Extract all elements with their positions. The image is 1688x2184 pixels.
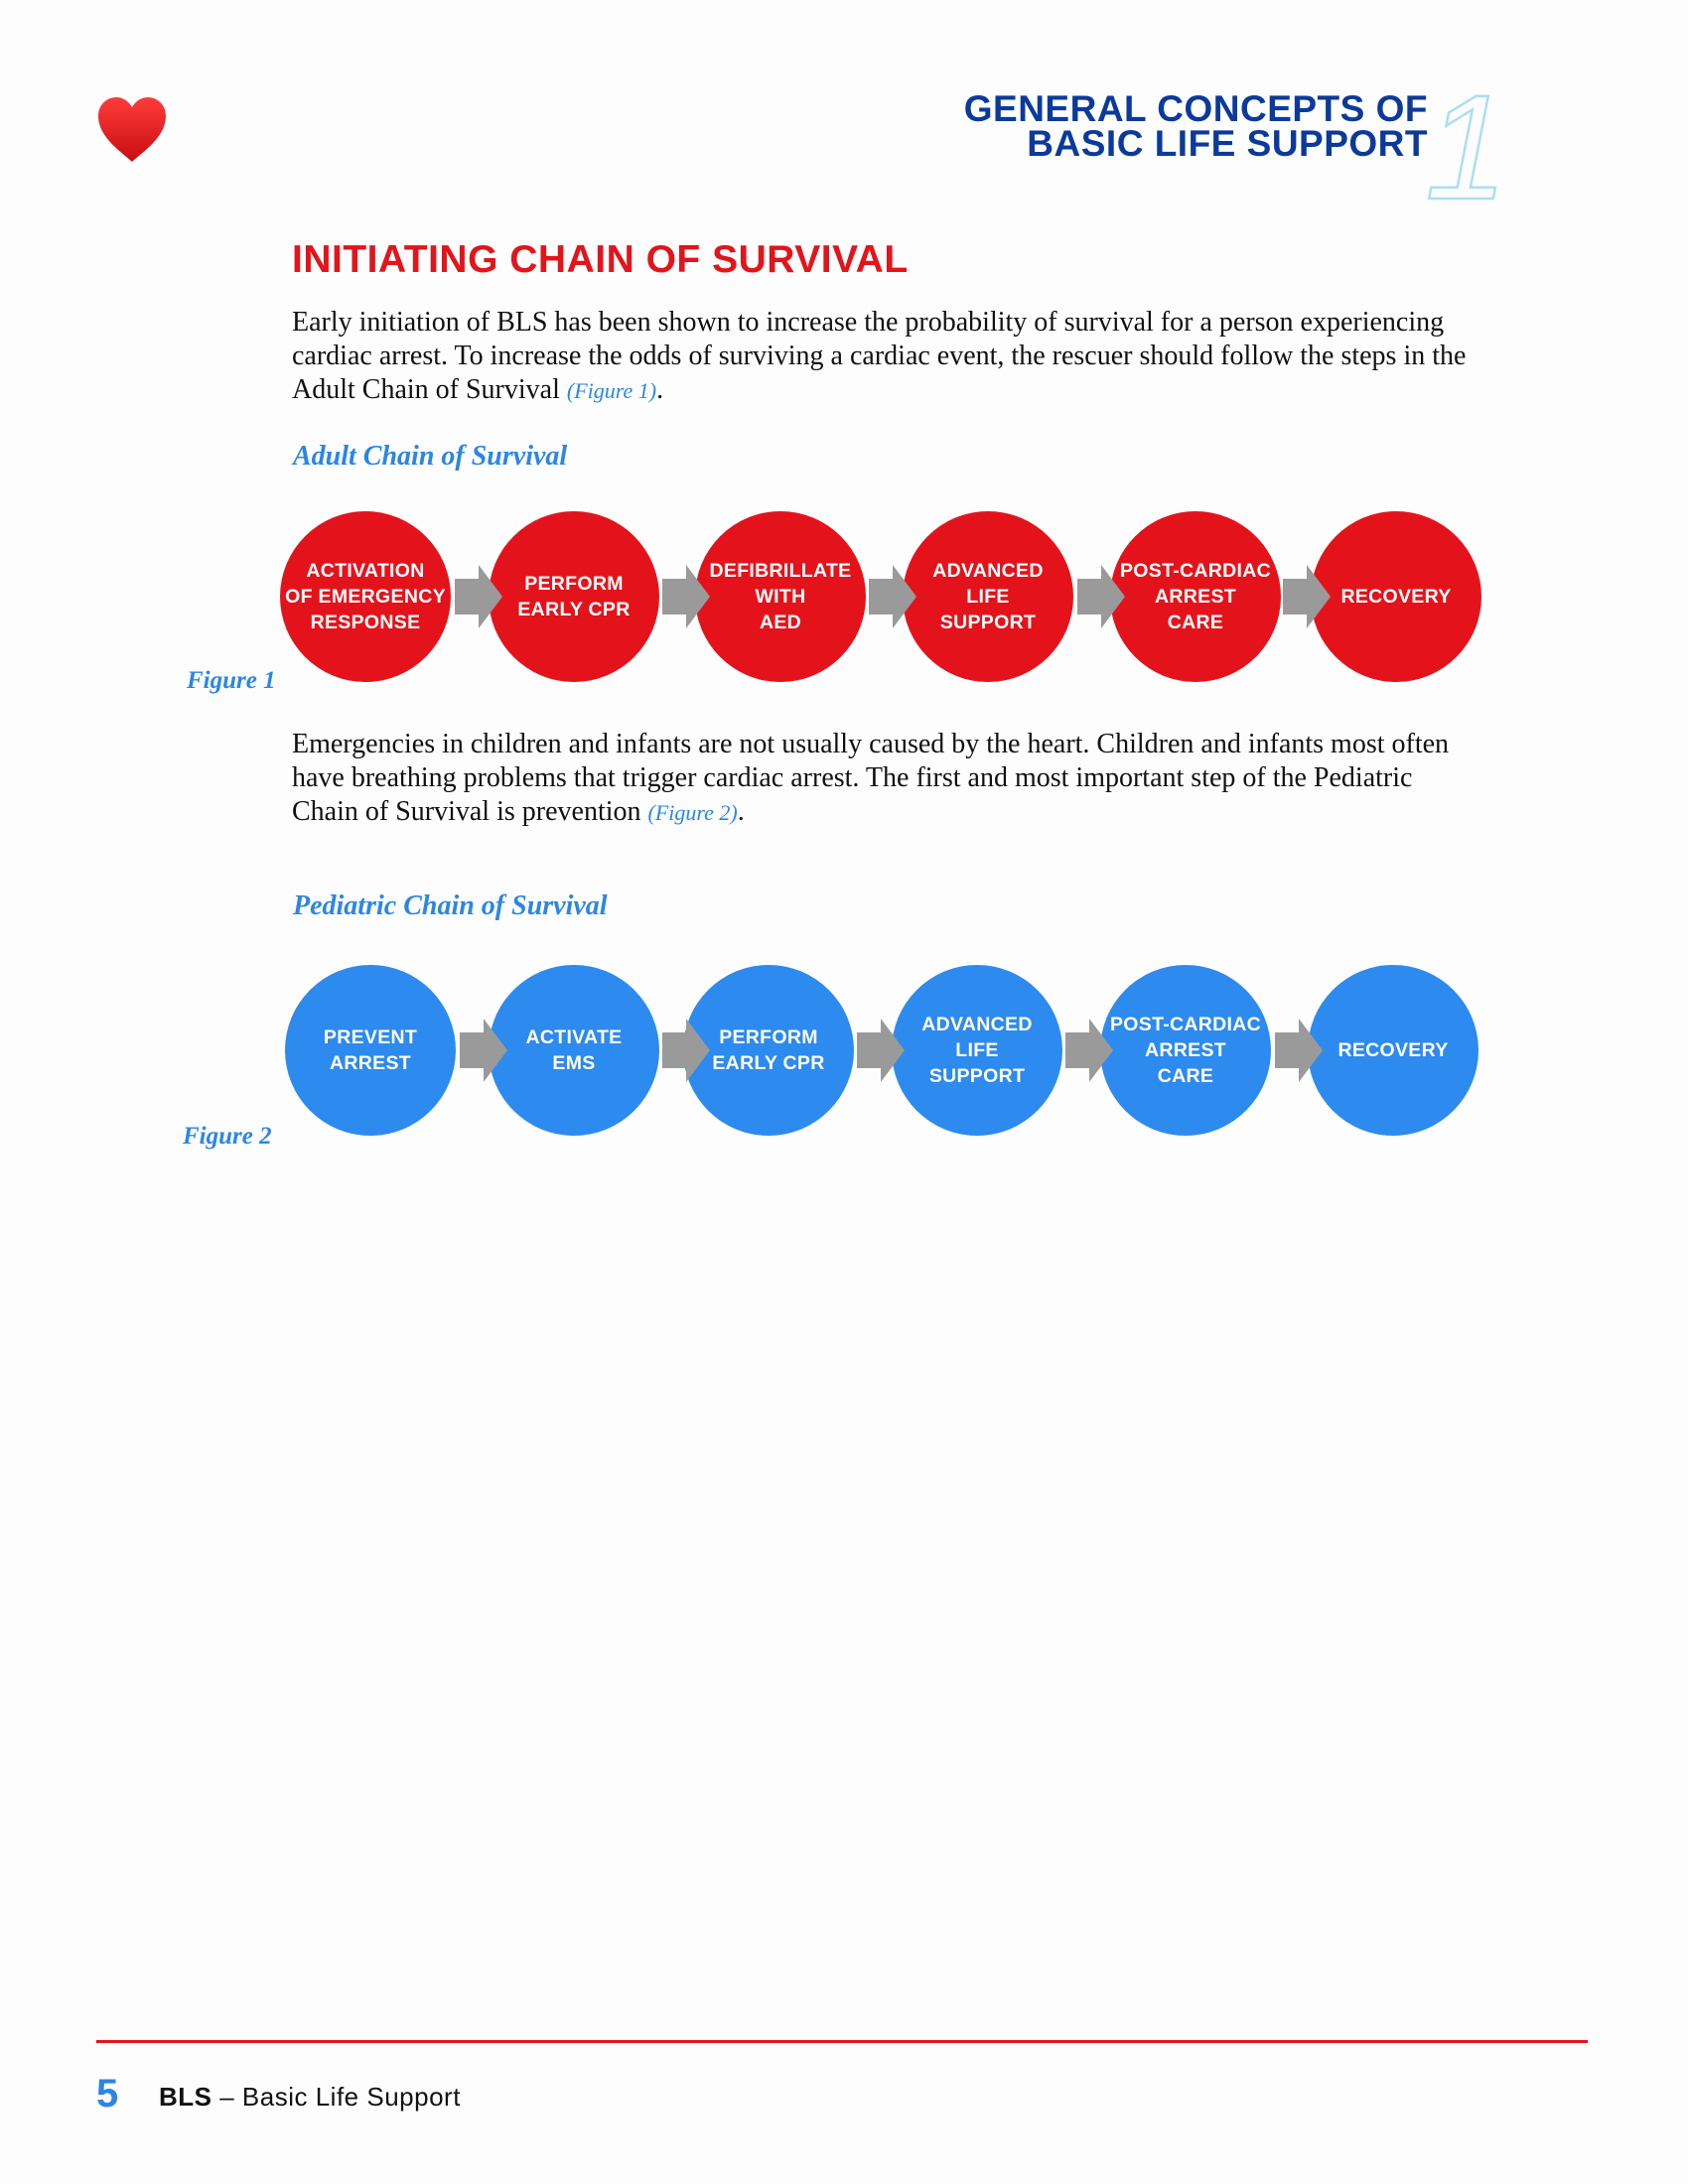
chapter-header-line-1: GENERAL CONCEPTS OF [963, 88, 1428, 129]
pediatric-chain-step-3: PERFORM EARLY CPR [683, 965, 854, 1136]
section-title: INITIATING CHAIN OF SURVIVAL [292, 238, 909, 281]
chevron-arrow-icon [460, 1019, 507, 1082]
adult-chain-step-1: ACTIVATION OF EMERGENCY RESPONSE [280, 511, 451, 682]
figure-1-reference[interactable]: (Figure 1) [566, 378, 657, 403]
adult-chain-step-3: DEFIBRILLATE WITH AED [695, 511, 866, 682]
footer-title [159, 2082, 461, 2113]
chevron-arrow-icon [857, 1019, 905, 1082]
svg-text:1: 1 [1425, 77, 1508, 211]
chevron-arrow-icon [1077, 565, 1125, 628]
figure-1-label: Figure 1 [187, 667, 276, 694]
chevron-arrow-icon [662, 565, 710, 628]
intro-paragraph [292, 306, 1483, 408]
pediatric-chain-step-2: ACTIVATE EMS [489, 965, 659, 1136]
adult-chain-step-2: PERFORM EARLY CPR [489, 511, 659, 682]
pediatric-paragraph [292, 728, 1483, 830]
pediatric-paragraph-text: Emergencies in children and infants are not usually caused by the heart. Children and infants most often have breathing problems that trigger cardiac arrest. The first and most important step of the Pediatric Chain of Survival is prevention [292, 729, 1450, 827]
adult-chain-title: Adult Chain of Survival [293, 441, 568, 472]
chevron-arrow-icon [662, 1019, 710, 1082]
chevron-arrow-icon [455, 565, 502, 628]
pediatric-paragraph-end: . [737, 796, 745, 827]
figure-2-reference[interactable]: (Figure 2) [647, 800, 738, 825]
pediatric-chain-step-4: ADVANCED LIFE SUPPORT [892, 965, 1062, 1136]
chevron-arrow-icon [1275, 1019, 1323, 1082]
pediatric-chain-title: Pediatric Chain of Survival [293, 890, 608, 921]
intro-paragraph-end: . [656, 374, 664, 405]
footer-book-title: – Basic Life Support [211, 2082, 461, 2112]
chapter-header-line-2: BASIC LIFE SUPPORT [1027, 123, 1428, 164]
footer-book-abbr: BLS [159, 2082, 212, 2112]
intro-paragraph-text: Early initiation of BLS has been shown to increase the probability of survival for a person experiencing cardiac arrest. To increase the odds of surviving a cardiac event, the rescuer should follow the steps in the Adult Chain of Survival [292, 307, 1467, 405]
heart-icon [94, 94, 170, 164]
chapter-number [1422, 77, 1511, 211]
figure-2-label: Figure 2 [183, 1123, 272, 1150]
page-number: 5 [96, 2072, 119, 2116]
pediatric-chain-step-5: POST-CARDIAC ARREST CARE [1100, 965, 1271, 1136]
footer-divider [96, 2040, 1588, 2043]
chevron-arrow-icon [1065, 1019, 1113, 1082]
pediatric-chain-step-6: RECOVERY [1308, 965, 1478, 1136]
chevron-arrow-icon [869, 565, 916, 628]
adult-chain-step-5: POST-CARDIAC ARREST CARE [1110, 511, 1281, 682]
pediatric-chain-step-1: PREVENT ARREST [285, 965, 456, 1136]
adult-chain-step-6: RECOVERY [1311, 511, 1481, 682]
chevron-arrow-icon [1283, 565, 1331, 628]
chapter-header [963, 88, 1428, 164]
adult-chain-step-4: ADVANCED LIFE SUPPORT [903, 511, 1073, 682]
